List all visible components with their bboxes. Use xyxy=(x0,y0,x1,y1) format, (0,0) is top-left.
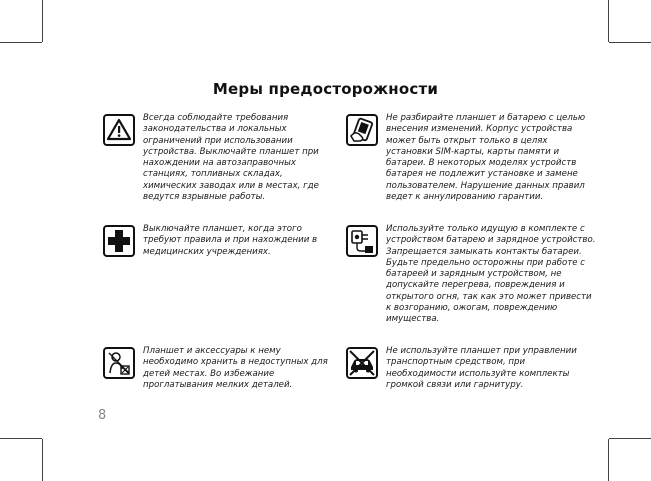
warning-triangle-icon xyxy=(103,114,135,146)
charger-battery-icon xyxy=(346,225,378,257)
crop-mark xyxy=(608,439,609,481)
precaution-item xyxy=(103,224,335,258)
crop-mark xyxy=(609,438,651,439)
crop-mark xyxy=(608,0,609,42)
precaution-text: Всегда соблюдайте требования законодательства и локальных ограничений при использовании устройства. Выключайте планшет при нахождении на автозаправочных станциях, топливных складах, химических заводах или в местах, где ведутся взрывные работы. xyxy=(143,113,319,203)
precaution-item xyxy=(346,113,596,203)
crop-mark xyxy=(0,438,42,439)
page-number: 8 xyxy=(98,408,107,423)
precaution-text: Выключайте планшет, когда этого требуют правила и при нахождении в медицинских учреждениях. xyxy=(143,224,318,257)
crop-mark xyxy=(42,439,43,481)
precaution-text: Планшет и аксессуары к нему необходимо хранить в недоступных для детей местах. Во избежание проглатывания мелких деталей. xyxy=(143,346,328,390)
crop-mark xyxy=(0,42,42,43)
precaution-item xyxy=(103,113,335,203)
precaution-item xyxy=(346,346,596,391)
crop-mark xyxy=(609,42,651,43)
medical-cross-icon xyxy=(103,225,135,257)
precaution-text: Не используйте планшет при управлении транспортным средством, при необходимости используйте комплекты громкой связи или гарнитуру. xyxy=(386,346,577,390)
page-title: Меры предосторожности xyxy=(212,80,439,98)
precaution-item xyxy=(103,346,335,391)
no-driving-icon xyxy=(346,347,378,379)
precaution-text: Используйте только идущую в комплекте с устройством батарею и зарядное устройство. Запрещается замыкать контакты батареи. Будьте предельно осторожны при работе с батареей и зарядным устройством, не допускайте перегрева, повреждения и открытого огня, так как это может привести к возгоранию, ожогам, повреждению имущества. xyxy=(386,224,596,325)
hand-tablet-icon xyxy=(346,114,378,146)
child-restricted-icon xyxy=(103,347,135,379)
precaution-text: Не разбирайте планшет и батарею с целью внесения изменений. Корпус устройства может быть открыт только в целях установки SIM-карты, карты памяти и батареи. В некоторых моделях устройств батарея не подлежит установке и замене пользователем. Нарушение данных правил ведет к аннулированию гарантии. xyxy=(386,113,586,203)
crop-mark xyxy=(42,0,43,42)
precaution-item xyxy=(346,224,596,326)
